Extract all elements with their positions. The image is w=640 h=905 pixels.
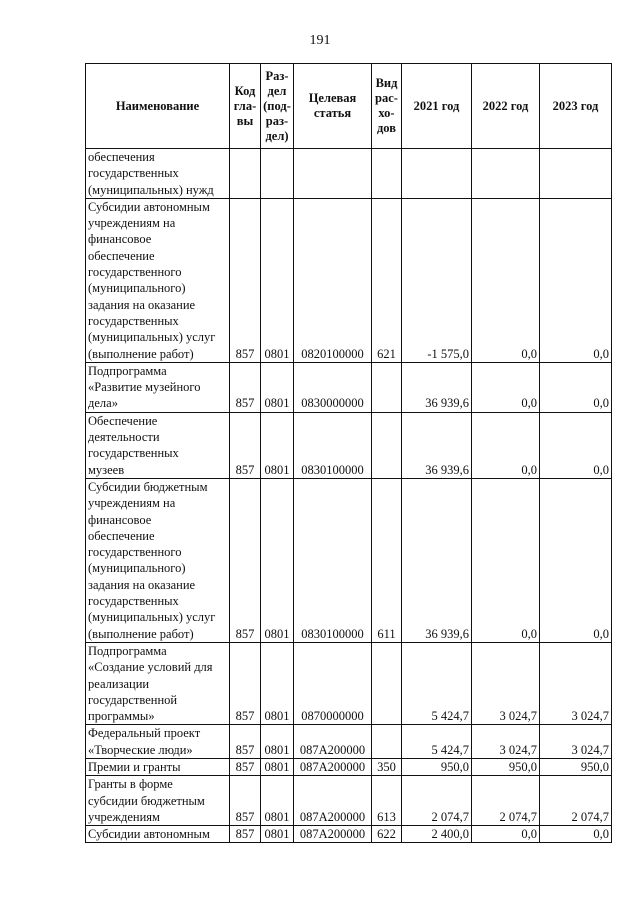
row-name: Обеспечение деятельности государственных музеев (86, 412, 230, 478)
row-expense-type (372, 362, 402, 412)
row-section-code (261, 149, 294, 199)
row-section-code: 0801 (261, 478, 294, 642)
table-row (86, 826, 612, 843)
row-value-2021: 5 424,7 (402, 642, 472, 724)
row-name: Федеральный проект «Творческие люди» (86, 725, 230, 759)
header-chapter: Код гла- вы (230, 64, 261, 149)
row-section-code: 0801 (261, 198, 294, 362)
row-value-2021: -1 575,0 (402, 198, 472, 362)
row-value-2021: 2 400,0 (402, 826, 472, 843)
row-expense-type: 621 (372, 198, 402, 362)
row-expense-type (372, 149, 402, 199)
row-value-2021: 2 074,7 (402, 776, 472, 826)
row-value-2022 (472, 149, 540, 199)
header-target: Целевая статья (294, 64, 372, 149)
row-value-2023 (540, 149, 612, 199)
row-chapter-code: 857 (230, 826, 261, 843)
row-chapter-code: 857 (230, 412, 261, 478)
row-chapter-code: 857 (230, 362, 261, 412)
table-row (86, 478, 612, 642)
row-value-2022: 3 024,7 (472, 725, 540, 759)
row-value-2021: 5 424,7 (402, 725, 472, 759)
row-target-article: 087A200000 (294, 826, 372, 843)
row-section-code: 0801 (261, 776, 294, 826)
header-section: Раз- дел (под- раз- дел) (261, 64, 294, 149)
row-target-article: 087A200000 (294, 776, 372, 826)
row-name: Подпрограмма «Создание условий для реализации государственной программы» (86, 642, 230, 724)
row-name: Субсидии автономным учреждениям на финансовое обеспечение государственного (муниципального) задания на оказание государственных (муниципальных) услуг (выполнение работ) (86, 198, 230, 362)
row-value-2023: 2 074,7 (540, 776, 612, 826)
row-value-2023: 0,0 (540, 412, 612, 478)
row-chapter-code: 857 (230, 758, 261, 775)
row-name: Гранты в форме субсидии бюджетным учреждениям (86, 776, 230, 826)
table-row (86, 725, 612, 759)
header-2023: 2023 год (540, 64, 612, 149)
row-value-2021: 36 939,6 (402, 478, 472, 642)
row-expense-type: 622 (372, 826, 402, 843)
row-value-2022: 0,0 (472, 412, 540, 478)
row-name: обеспечения государственных (муниципальных) нужд (86, 149, 230, 199)
header-2022: 2022 год (472, 64, 540, 149)
row-value-2023: 950,0 (540, 758, 612, 775)
row-value-2023: 0,0 (540, 198, 612, 362)
row-chapter-code: 857 (230, 198, 261, 362)
header-expense-type: Вид рас- хо- дов (372, 64, 402, 149)
row-value-2022: 2 074,7 (472, 776, 540, 826)
row-section-code: 0801 (261, 412, 294, 478)
row-value-2022: 0,0 (472, 198, 540, 362)
budget-table (85, 63, 612, 843)
row-value-2021 (402, 149, 472, 199)
row-section-code: 0801 (261, 758, 294, 775)
row-chapter-code: 857 (230, 478, 261, 642)
row-target-article: 087A200000 (294, 725, 372, 759)
row-value-2022: 0,0 (472, 478, 540, 642)
page-number: 191 (309, 33, 331, 48)
row-expense-type (372, 725, 402, 759)
row-value-2023: 0,0 (540, 478, 612, 642)
table-row (86, 758, 612, 775)
table-row (86, 642, 612, 724)
row-target-article: 0820100000 (294, 198, 372, 362)
row-value-2023: 3 024,7 (540, 725, 612, 759)
header-row (86, 64, 612, 149)
table-row (86, 198, 612, 362)
row-value-2021: 36 939,6 (402, 362, 472, 412)
row-target-article: 0870000000 (294, 642, 372, 724)
row-section-code: 0801 (261, 826, 294, 843)
row-value-2022: 950,0 (472, 758, 540, 775)
row-expense-type: 611 (372, 478, 402, 642)
row-chapter-code: 857 (230, 642, 261, 724)
row-chapter-code (230, 149, 261, 199)
row-chapter-code: 857 (230, 725, 261, 759)
row-name: Субсидии бюджетным учреждениям на финансовое обеспечение государственного (муниципального) задания на оказание государственных (муниципальных) услуг (выполнение работ) (86, 478, 230, 642)
row-expense-type: 350 (372, 758, 402, 775)
row-expense-type (372, 642, 402, 724)
row-section-code: 0801 (261, 725, 294, 759)
row-value-2023: 0,0 (540, 362, 612, 412)
row-section-code: 0801 (261, 642, 294, 724)
row-expense-type: 613 (372, 776, 402, 826)
row-target-article: 0830100000 (294, 478, 372, 642)
header-2021: 2021 год (402, 64, 472, 149)
table-row (86, 776, 612, 826)
row-expense-type (372, 412, 402, 478)
row-name: Субсидии автономным (86, 826, 230, 843)
row-value-2022: 3 024,7 (472, 642, 540, 724)
row-value-2022: 0,0 (472, 826, 540, 843)
row-target-article (294, 149, 372, 199)
table-row (86, 412, 612, 478)
row-value-2023: 0,0 (540, 826, 612, 843)
row-name: Премии и гранты (86, 758, 230, 775)
row-target-article: 0830100000 (294, 412, 372, 478)
row-name: Подпрограмма «Развитие музейного дела» (86, 362, 230, 412)
row-value-2021: 950,0 (402, 758, 472, 775)
row-value-2023: 3 024,7 (540, 642, 612, 724)
row-section-code: 0801 (261, 362, 294, 412)
header-name: Наименование (86, 64, 230, 149)
row-target-article: 0830000000 (294, 362, 372, 412)
table-row (86, 362, 612, 412)
row-chapter-code: 857 (230, 776, 261, 826)
row-value-2022: 0,0 (472, 362, 540, 412)
row-target-article: 087A200000 (294, 758, 372, 775)
row-value-2021: 36 939,6 (402, 412, 472, 478)
table-row (86, 149, 612, 199)
